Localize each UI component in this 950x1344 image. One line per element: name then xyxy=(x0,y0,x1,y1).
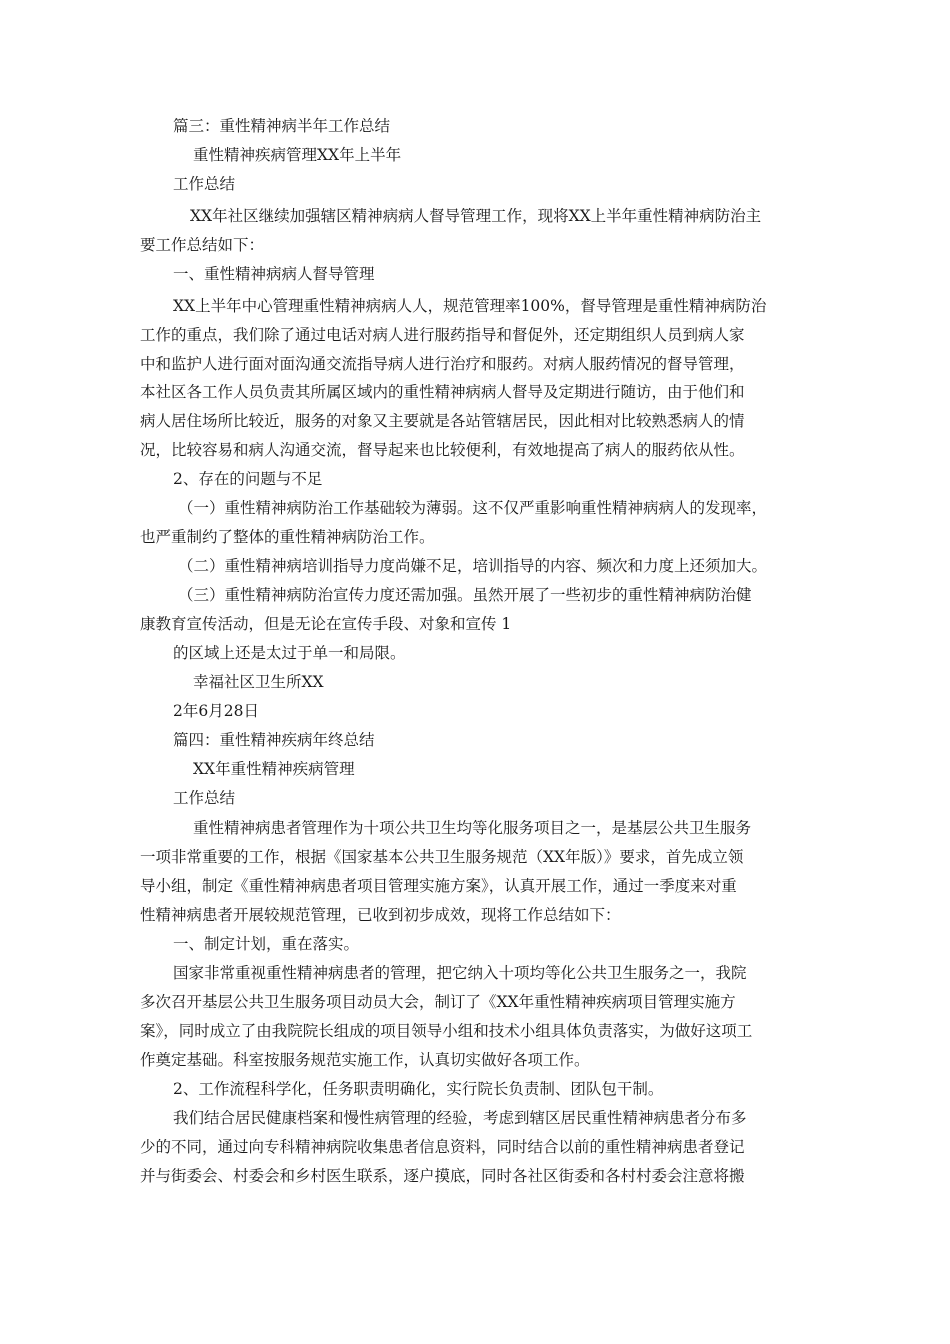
section-three-title: 篇三：重性精神病半年工作总结 xyxy=(173,117,391,135)
paragraph-line: 重性精神病患者管理作为十项公共卫生均等化服务项目之一，是基层公共卫生服务 xyxy=(193,819,752,837)
signature-organization: 幸福社区卫生所XX xyxy=(193,673,324,691)
report-title-line-1: XX年重性精神疾病管理 xyxy=(193,760,355,778)
paragraph-line: 并与街委会、村委会和乡村医生联系，逐户摸底，同时各社区街委和各村村委会注意将搬 xyxy=(140,1167,745,1185)
paragraph-line: 一项非常重要的工作，根据《国家基本公共卫生服务规范（XX年版）》要求，首先成立领 xyxy=(140,848,744,866)
paragraph-line: 性精神病患者开展较规范管理，已收到初步成效，现将工作总结如下： xyxy=(140,906,621,924)
section-heading: 一、制定计划，重在落实。 xyxy=(173,935,360,953)
paragraph-line: 的区域上还是太过于单一和局限。 xyxy=(173,644,406,662)
paragraph-line: 多次召开基层公共卫生服务项目动员大会，制订了《XX年重性精神疾病项目管理实施方 xyxy=(140,993,736,1011)
paragraph-line: （二）重性精神病培训指导力度尚嫌不足，培训指导的内容、频次和力度上还须加大。 xyxy=(178,557,768,575)
paragraph-line: 少的不同，通过向专科精神病院收集患者信息资料，同时结合以前的重性精神病患者登记 xyxy=(140,1138,745,1156)
paragraph-line: 康教育宣传活动，但是无论在宣传手段、对象和宣传 1 xyxy=(140,615,512,633)
paragraph-line: 中和监护人进行面对面沟通交流指导病人进行治疗和服药。对病人服药情况的督导管理， xyxy=(140,355,745,373)
section-four-title: 篇四：重性精神疾病年终总结 xyxy=(173,731,375,749)
paragraph-line: 况，比较容易和病人沟通交流，督导起来也比较便利，有效地提高了病人的服药依从性。 xyxy=(140,441,745,459)
report-title-line-1: 重性精神疾病管理XX年上半年 xyxy=(193,146,402,164)
section-heading: 2、工作流程科学化，任务职责明确化，实行院长负责制、团队包干制。 xyxy=(173,1080,664,1098)
signature-date: 2年6月28日 xyxy=(173,702,259,720)
paragraph-line: 作奠定基础。科室按服务规范实施工作，认真切实做好各项工作。 xyxy=(140,1051,590,1069)
paragraph-line: 也严重制约了整体的重性精神病防治工作。 xyxy=(140,528,435,546)
paragraph-line: （一）重性精神病防治工作基础较为薄弱。这不仅严重影响重性精神病病人的发现率， xyxy=(178,499,768,517)
report-title-line-2: 工作总结 xyxy=(173,789,236,807)
paragraph-line: XX上半年中心管理重性精神病病人人，规范管理率100%，督导管理是重性精神病防治 xyxy=(173,297,767,315)
paragraph-line: 本社区各工作人员负责其所属区域内的重性精神病病人督导及定期进行随访，由于他们和 xyxy=(140,383,745,401)
paragraph-line: 国家非常重视重性精神病患者的管理，把它纳入十项均等化公共卫生服务之一，我院 xyxy=(173,964,747,982)
report-title-line-2: 工作总结 xyxy=(173,175,236,193)
paragraph-line: 导小组，制定《重性精神病患者项目管理实施方案》，认真开展工作，通过一季度来对重 xyxy=(140,877,737,895)
paragraph-line: 工作的重点，我们除了通过电话对病人进行服药指导和督促外，还定期组织人员到病人家 xyxy=(140,326,745,344)
paragraph-line: 病人居住场所比较近，服务的对象又主要就是各站管辖居民，因此相对比较熟悉病人的情 xyxy=(140,412,745,430)
section-heading: 一、重性精神病病人督导管理 xyxy=(173,265,375,283)
paragraph-line: （三）重性精神病防治宣传力度还需加强。虽然开展了一些初步的重性精神病防治健 xyxy=(178,586,752,604)
section-heading: 2、存在的问题与不足 xyxy=(173,470,323,488)
paragraph-line: 案》，同时成立了由我院院长组成的项目领导小组和技术小组具体负责落实，为做好这项工 xyxy=(140,1022,753,1040)
paragraph-line: XX年社区继续加强辖区精神病病人督导管理工作，现将XX上半年重性精神病防治主 xyxy=(190,207,762,225)
paragraph-line: 我们结合居民健康档案和慢性病管理的经验，考虑到辖区居民重性精神病患者分布多 xyxy=(173,1109,747,1127)
paragraph-line: 要工作总结如下： xyxy=(140,236,265,254)
